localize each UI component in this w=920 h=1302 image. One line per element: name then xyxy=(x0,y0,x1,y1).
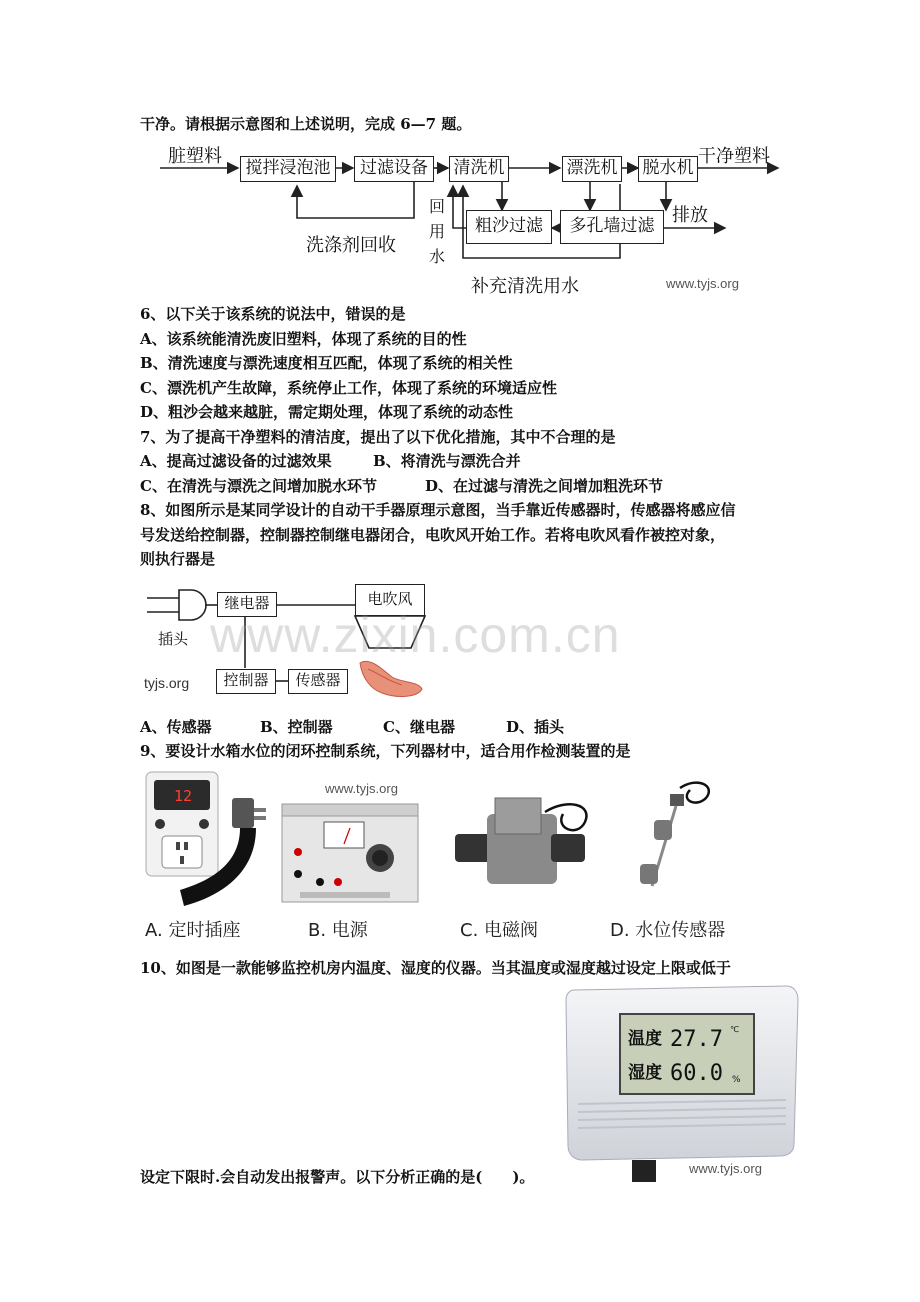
wash-machine-box: 清洗机 xyxy=(449,156,509,182)
temp-value: 27.7 xyxy=(670,1027,723,1052)
q6-option-d: D、粗沙会越来越脏，需定期处理，体现了系统的动态性 xyxy=(140,403,514,421)
q8-option-b: B、控制器 xyxy=(260,718,333,736)
q6-option-c: C、漂洗机产生故障，系统停止工作，体现了系统的环境适应性 xyxy=(140,379,557,397)
detergent-recovery-label: 洗涤剂回收 xyxy=(306,235,396,256)
output-label: 干净塑料 xyxy=(698,146,770,167)
dryer-watermark: tyjs.org xyxy=(144,675,190,691)
site-watermark: www.zixin.com.cn xyxy=(210,607,621,663)
rinse-machine-box: 漂洗机 xyxy=(562,156,622,182)
q6-stem: 6、以下关于该系统的说法中，错误的是 xyxy=(140,305,406,323)
flow-watermark: www.tyjs.org xyxy=(666,276,739,291)
relay-box: 继电器 xyxy=(217,592,277,617)
q10-stem-line1: 10、如图是一款能够监控机房内温度、湿度的仪器。当其温度或湿度越过设定上限或低于 xyxy=(140,959,731,977)
controller-box: 控制器 xyxy=(216,669,276,694)
q7-option-b: B、将清洗与漂洗合并 xyxy=(373,452,521,470)
plug-icon xyxy=(179,590,206,620)
temp-unit: ℃ xyxy=(730,1025,739,1034)
temp-label: 温度 xyxy=(628,1029,662,1049)
q8-option-c: C、继电器 xyxy=(383,718,455,736)
q6-option-b: B、清洗速度与漂洗速度相互匹配，体现了系统的相关性 xyxy=(140,354,513,372)
humidity-unit: % xyxy=(732,1075,741,1085)
water-level-sensor-image xyxy=(610,776,720,900)
q9-option-c: C. 电磁阀 xyxy=(460,920,539,941)
humidity-value: 60.0 xyxy=(670,1061,723,1086)
q6-option-a: A、该系统能清洗废旧塑料，体现了系统的目的性 xyxy=(140,330,467,348)
intro-text: 干净。请根据示意图和上述说明，完成 6—7 题。 xyxy=(140,115,472,133)
q7-option-a: A、提高过滤设备的过滤效果 xyxy=(140,452,332,470)
porous-wall-filter-box: 多孔墙过滤 xyxy=(560,210,664,244)
return-water-label: 回 用 水 xyxy=(429,197,446,266)
q9-watermark: www.tyjs.org xyxy=(325,781,398,796)
stir-tank-box: 搅拌浸泡池 xyxy=(240,156,336,182)
dewater-machine-box: 脱水机 xyxy=(638,156,698,182)
q8-stem-line2: 号发送给控制器，控制器控制继电器闭合，电吹风开始工作。若将电吹风看作被控对象， xyxy=(140,526,726,544)
q7-option-d: D、在过滤与清洗之间增加粗洗环节 xyxy=(425,477,664,495)
q8-option-d: D、插头 xyxy=(506,718,565,736)
q9-stem: 9、要设计水箱水位的闭环控制系统，下列器材中，适合用作检测装置的是 xyxy=(140,742,631,760)
q10-stem-line2: 设定下限时.会自动发出报警声。以下分析正确的是( )。 xyxy=(140,1168,535,1186)
discharge-label: 排放 xyxy=(672,205,708,226)
q8-option-a: A、传感器 xyxy=(140,718,212,736)
timer-socket-image xyxy=(140,768,275,913)
q7-option-c: C、在清洗与漂洗之间增加脱水环节 xyxy=(140,477,377,495)
q8-stem-line1: 8、如图所示是某同学设计的自动干手器原理示意图，当手靠近传感器时，传感器将感应信 xyxy=(140,501,736,519)
coarse-sand-filter-box: 粗沙过滤 xyxy=(466,210,552,244)
humidity-label: 湿度 xyxy=(628,1063,662,1083)
q10-watermark: www.tyjs.org xyxy=(689,1161,762,1176)
plug-label: 插头 xyxy=(158,630,189,648)
power-supply-image xyxy=(280,802,420,904)
sensor-box: 传感器 xyxy=(288,669,348,694)
q9-option-d: D. 水位传感器 xyxy=(610,920,726,941)
q7-stem: 7、为了提高干净塑料的清洁度，提出了以下优化措施，其中不合理的是 xyxy=(140,428,616,446)
solenoid-valve-image xyxy=(445,794,595,894)
q9-option-a: A. 定时插座 xyxy=(145,920,241,941)
q8-stem-line3: 则执行器是 xyxy=(140,550,216,568)
socket-display: 12 xyxy=(174,787,193,805)
blower-box: 电吹风 xyxy=(355,584,425,616)
supplement-water-label: 补充清洗用水 xyxy=(471,276,579,297)
filter-box: 过滤设备 xyxy=(354,156,434,182)
thermo-hygrometer-device xyxy=(560,984,800,1184)
q9-option-b: B. 电源 xyxy=(308,920,368,941)
input-label: 脏塑料 xyxy=(168,146,222,167)
